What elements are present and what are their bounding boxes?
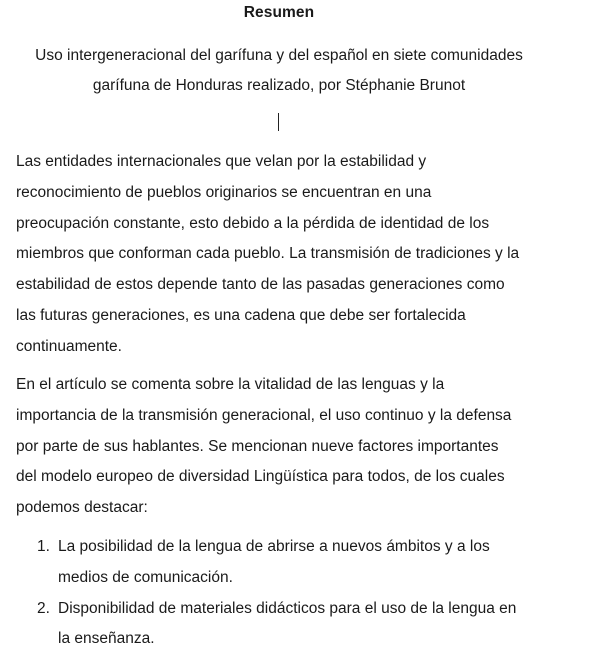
numbered-list [0, 532, 516, 655]
text-line: Disponibilidad de materiales didácticos para el uso de la lengua en [58, 599, 517, 617]
subtitle-line: garífuna de Honduras realizado, por Stéphanie Brunot [92, 77, 466, 94]
text-line: las futuras generaciones, es una cadena que debe ser fortalecida [16, 306, 466, 324]
list-item [0, 532, 516, 594]
subtitle-line: Uso intergeneracional del garífuna y del español en siete comunidades [35, 47, 523, 64]
text-line: estabilidad de estos depende tanto de las pasadas generaciones como [16, 276, 505, 294]
text-line: reconocimiento de pueblos originarios se encuentran en una [16, 183, 432, 201]
text-line: preocupación constante, esto debido a la pérdida de identidad de los [16, 214, 490, 232]
document-subtitle [0, 41, 558, 101]
list-item-number: 2. [37, 599, 50, 617]
document-title: Resumen [243, 4, 315, 21]
text-line: En el artículo se comenta sobre la vitalidad de las lenguas y la [16, 376, 445, 393]
text-line: podemos destacar: [16, 499, 148, 517]
text-line: importancia de la transmisión generacional, el uso continuo y la defensa [16, 406, 512, 424]
text-line: la enseñanza. [58, 630, 155, 648]
list-item [0, 594, 516, 655]
text-line: miembros que conforman cada pueblo. La transmisión de tradiciones y la [16, 245, 520, 263]
text-line: continuamente. [16, 337, 122, 355]
paragraph-2 [16, 370, 576, 524]
text-line: por parte de sus hablantes. Se mencionan nueve factores importantes [16, 437, 499, 455]
text-line: Las entidades internacionales que velan por la estabilidad y [16, 153, 427, 170]
text-line: del modelo europeo de diversidad Lingüística para todos, de los cuales [16, 468, 505, 486]
paragraph-1 [16, 147, 576, 363]
text-cursor[interactable] [278, 113, 279, 131]
text-line: La posibilidad de la lengua de abrirse a nuevos ámbitos y a los [58, 538, 490, 555]
list-item-number: 1. [37, 538, 50, 555]
text-line: medios de comunicación. [58, 568, 233, 586]
